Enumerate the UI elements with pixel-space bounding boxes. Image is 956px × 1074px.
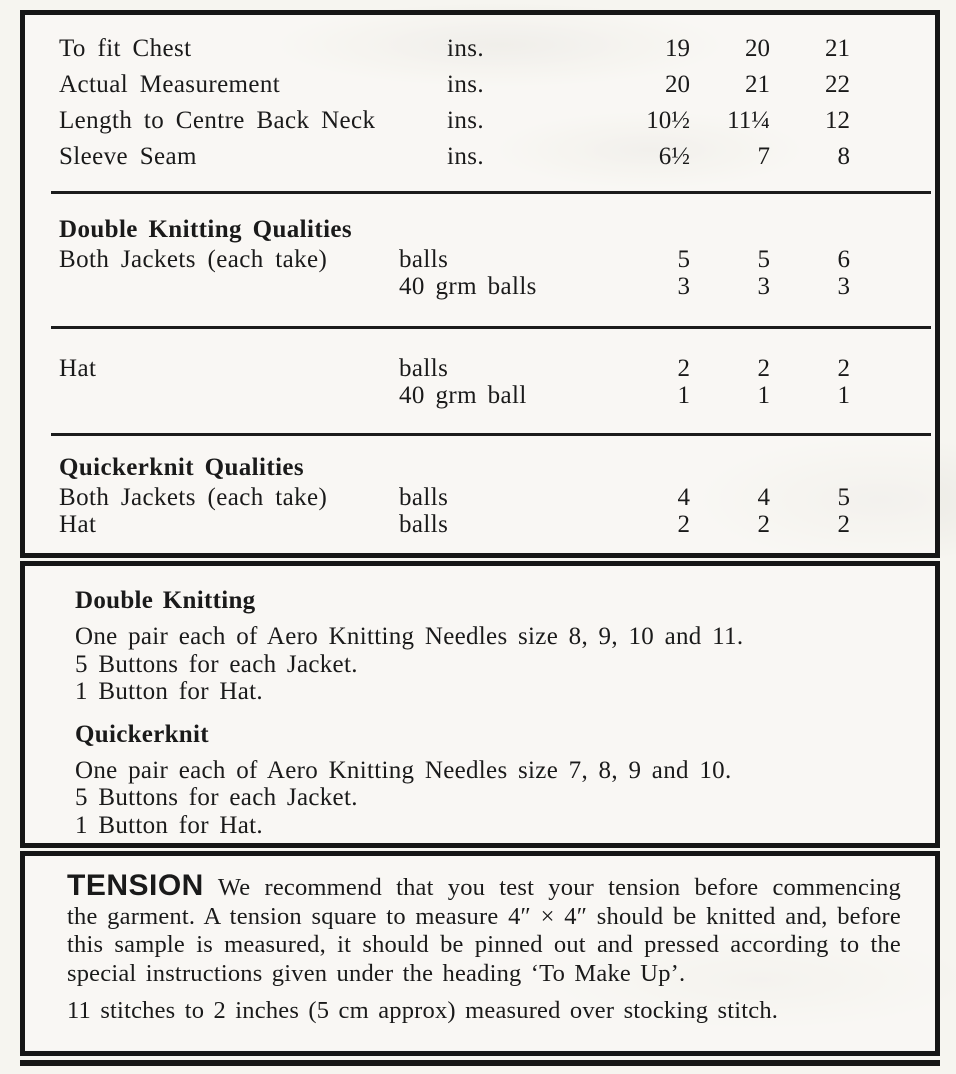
materials-lines bbox=[75, 623, 895, 706]
row-value: 1 bbox=[757, 382, 770, 409]
materials-line: 5 Buttons for each Jacket. bbox=[75, 784, 358, 811]
row-label: Both Jackets (each take) bbox=[59, 484, 328, 511]
row-unit: 40 grm balls bbox=[399, 273, 537, 300]
row-value: 20 bbox=[745, 35, 770, 62]
row-value: 8 bbox=[837, 143, 850, 170]
table-separator bbox=[51, 433, 931, 436]
measurement-rows bbox=[25, 31, 935, 175]
materials-line: One pair each of Aero Knitting Needles size 8, 9, 10 and 11. bbox=[75, 623, 744, 650]
section-heading-quickerknit-qualities: Quickerknit Qualities bbox=[59, 454, 305, 481]
table-row bbox=[25, 355, 935, 382]
row-value: 6 bbox=[837, 246, 850, 273]
double-knitting-rows bbox=[25, 246, 935, 300]
row-unit: balls bbox=[399, 246, 449, 273]
row-value: 4 bbox=[677, 484, 690, 511]
row-value: 2 bbox=[677, 511, 690, 538]
sizing-table-box bbox=[20, 10, 940, 558]
table-row bbox=[25, 103, 935, 139]
materials-group-quickerknit bbox=[75, 720, 895, 840]
row-label: Hat bbox=[59, 355, 97, 382]
materials-line: 1 Button for Hat. bbox=[75, 678, 263, 705]
row-value: 2 bbox=[837, 355, 850, 382]
table-row bbox=[25, 511, 935, 538]
quickerknit-rows bbox=[25, 484, 935, 538]
row-label: To fit Chest bbox=[59, 35, 192, 62]
row-label: Length to Centre Back Neck bbox=[59, 107, 376, 134]
tension-note: 11 stitches to 2 inches (5 cm approx) measured over stocking stitch. bbox=[67, 997, 779, 1024]
table-row bbox=[25, 139, 935, 175]
row-label: Both Jackets (each take) bbox=[59, 246, 328, 273]
hat-rows bbox=[25, 355, 935, 409]
row-label bbox=[59, 273, 399, 300]
row-unit: balls bbox=[399, 484, 449, 511]
materials-box bbox=[20, 561, 940, 848]
row-value: 2 bbox=[757, 355, 770, 382]
materials-line: One pair each of Aero Knitting Needles size 7, 8, 9 and 10. bbox=[75, 756, 732, 784]
row-value: 19 bbox=[665, 35, 690, 62]
row-label: Hat bbox=[59, 511, 97, 538]
row-value: 2 bbox=[677, 355, 690, 382]
row-label: Actual Measurement bbox=[59, 71, 281, 98]
row-label: Sleeve Seam bbox=[59, 143, 197, 170]
materials-heading-double-knitting: Double Knitting bbox=[75, 587, 256, 614]
row-value: 7 bbox=[757, 143, 770, 170]
row-unit: ins. bbox=[447, 35, 485, 62]
materials-line: 1 Button for Hat. bbox=[75, 811, 263, 839]
row-value: 11¼ bbox=[727, 107, 770, 134]
row-value: 3 bbox=[757, 273, 770, 300]
row-value: 1 bbox=[677, 382, 690, 409]
table-row bbox=[25, 382, 935, 409]
row-value: 3 bbox=[837, 273, 850, 300]
row-value: 1 bbox=[837, 382, 850, 409]
tension-paragraph bbox=[67, 869, 901, 988]
row-unit: ins. bbox=[447, 107, 485, 134]
row-value: 5 bbox=[677, 246, 690, 273]
row-value: 22 bbox=[825, 71, 850, 98]
tension-body: We recommend that you test your tension before commencing the garment. A tension square to measure 4″ × 4″ should be knitted and, before this sample is measured, it should be pinned out and pressed according to the special instructions given under the heading ‘To Make Up’. bbox=[67, 874, 901, 987]
row-value: 12 bbox=[825, 107, 850, 134]
row-value: 5 bbox=[757, 246, 770, 273]
section-heading-double-knitting-qualities: Double Knitting Qualities bbox=[59, 216, 353, 243]
row-value: 4 bbox=[757, 484, 770, 511]
row-unit: 40 grm ball bbox=[399, 382, 527, 409]
row-label bbox=[59, 382, 399, 409]
tension-box bbox=[20, 851, 940, 1056]
table-row bbox=[25, 484, 935, 511]
table-row bbox=[25, 273, 935, 300]
row-unit: ins. bbox=[447, 71, 485, 98]
row-value: 20 bbox=[665, 71, 690, 98]
row-value: 10½ bbox=[646, 107, 690, 134]
row-value: 6½ bbox=[658, 143, 690, 170]
table-separator bbox=[51, 326, 931, 329]
row-value: 5 bbox=[837, 484, 850, 511]
tension-heading: TENSION bbox=[67, 869, 204, 902]
row-value: 3 bbox=[677, 273, 690, 300]
row-value: 21 bbox=[825, 35, 850, 62]
materials-lines bbox=[75, 757, 895, 840]
table-row bbox=[25, 31, 935, 67]
materials-line: 5 Buttons for each Jacket. bbox=[75, 650, 358, 678]
row-value: 2 bbox=[837, 511, 850, 538]
row-value: 2 bbox=[757, 511, 770, 538]
table-row bbox=[25, 246, 935, 273]
table-row bbox=[25, 67, 935, 103]
next-box-top-border bbox=[20, 1060, 940, 1066]
row-unit: balls bbox=[399, 511, 449, 538]
row-value: 21 bbox=[745, 71, 770, 98]
materials-heading-quickerknit: Quickerknit bbox=[75, 720, 209, 748]
materials-group-double-knitting bbox=[75, 586, 895, 706]
table-separator bbox=[51, 191, 931, 194]
row-unit: ins. bbox=[447, 143, 485, 170]
row-unit: balls bbox=[399, 355, 449, 382]
